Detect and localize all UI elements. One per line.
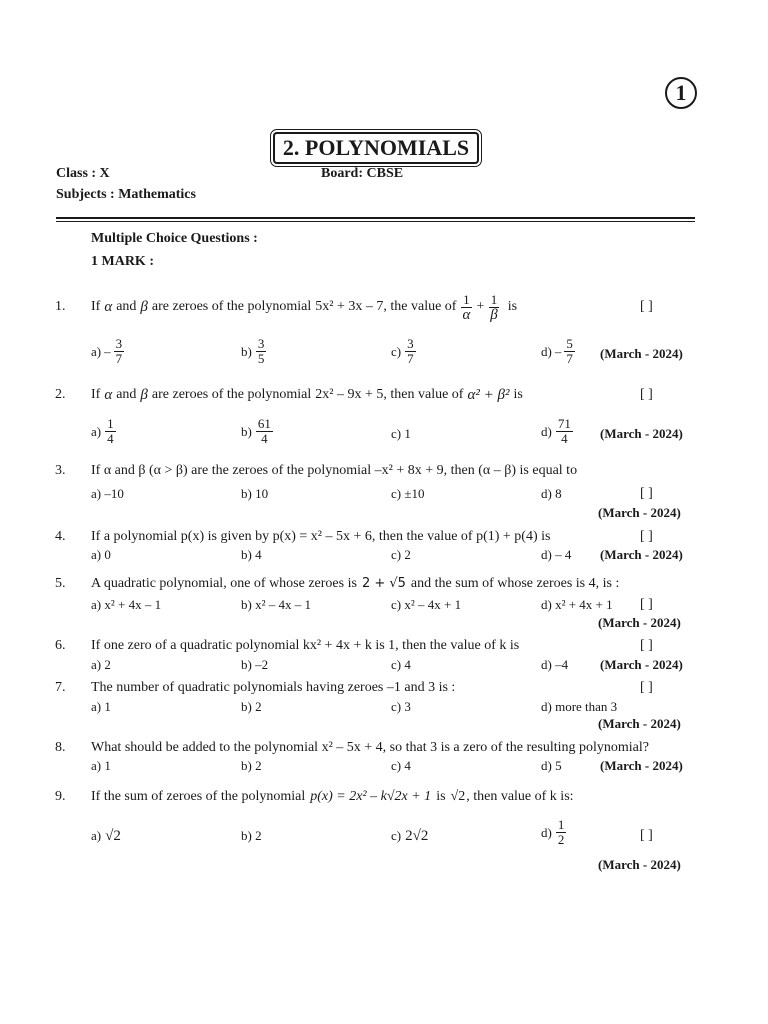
question-text: A quadratic polynomial, one of whose zeroes is 2 + √5 and the sum of whose zeroes is 4, is : (91, 576, 620, 591)
fraction: $\frac{1}{\beta}$ (490, 291, 498, 323)
option-b: b) 2 (241, 828, 262, 843)
divider-thin (56, 221, 695, 222)
source-tag: (March - 2024) (600, 758, 683, 773)
option-b: b) 2 (241, 758, 262, 773)
board-label: Board: CBSE (321, 166, 404, 181)
option-c: c) 2√2 (391, 828, 429, 844)
option-a: a) 2 (91, 657, 111, 672)
page-title: 2. POLYNOMIALS (273, 132, 479, 164)
question-number: 5. (55, 576, 66, 591)
question-text: If the sum of zeroes of the polynomial p(x) = 2x² – k√2x + 1 is √2 , then value of k is: (91, 789, 574, 804)
question-number: 1. (55, 299, 66, 314)
option-c: c) 4 (391, 758, 411, 773)
option-a: a) √2 (91, 828, 121, 844)
answer-bracket: [ ] (640, 828, 653, 843)
mark-heading: 1 MARK : (91, 254, 154, 269)
option-d: d) 5 (541, 758, 562, 773)
question-text: If one zero of a quadratic polynomial kx² + 4x + k is 1, then the value of k is (91, 638, 520, 653)
divider-thick (56, 217, 695, 219)
option-b: b) x² – 4x – 1 (241, 597, 311, 612)
question-number: 6. (55, 638, 66, 653)
question-number: 2. (55, 387, 66, 402)
source-tag: (March - 2024) (598, 615, 681, 630)
option-d: d) 8 (541, 486, 562, 501)
question-text: If a polynomial p(x) is given by p(x) = x² – 5x + 6, then the value of p(1) + p(4) is (91, 529, 551, 544)
option-b: b) $\frac{3}{5}$ (241, 336, 265, 366)
option-d: d) more than 3 (541, 699, 618, 714)
option-a: a) x² + 4x – 1 (91, 597, 162, 612)
question-number: 8. (55, 740, 66, 755)
page-number: 1 (665, 77, 697, 109)
option-a: a) 1 (91, 758, 111, 773)
option-b: b) –2 (241, 657, 269, 672)
source-tag: (March - 2024) (600, 657, 683, 672)
answer-bracket: [ ] (640, 638, 653, 653)
answer-bracket: [ ] (640, 387, 653, 402)
option-d: d) –4 (541, 657, 569, 672)
option-c: c) 4 (391, 657, 411, 672)
source-tag: (March - 2024) (598, 857, 681, 872)
source-tag: (March - 2024) (598, 505, 681, 520)
fraction: $\frac{1}{\alpha}$ (462, 291, 471, 323)
option-b: b) 10 (241, 486, 269, 501)
option-d: d) $\frac{71}{4}$ (541, 416, 571, 446)
option-c: c) 3 (391, 699, 411, 714)
answer-bracket: [ ] (640, 680, 653, 695)
option-c: c) $\frac{3}{7}$ (391, 336, 414, 366)
question-text: What should be added to the polynomial x² – 5x + 4, so that 3 is a zero of the resulting polynomial? (91, 740, 649, 755)
class-label: Class : X (56, 166, 110, 181)
option-a: a) – $\frac{3}{7}$ (91, 336, 123, 366)
source-tag: (March - 2024) (600, 346, 683, 361)
question-text: If α and β (α > β) are the zeroes of the polynomial –x² + 8x + 9, then (α – β) is equal to (91, 463, 578, 478)
option-b: b) 2 (241, 699, 262, 714)
subject-label: Subjects : Mathematics (56, 187, 196, 202)
option-d: d) $\frac{1}{2}$ (541, 817, 565, 847)
option-d: d) x² + 4x + 1 (541, 597, 613, 612)
option-b: b) 4 (241, 547, 262, 562)
section-heading: Multiple Choice Questions : (91, 231, 258, 246)
source-tag: (March - 2024) (600, 547, 683, 562)
question-text: The number of quadratic polynomials having zeroes –1 and 3 is : (91, 680, 456, 695)
answer-bracket: [ ] (640, 299, 653, 314)
option-c: c) x² – 4x + 1 (391, 597, 462, 612)
option-c: c) 2 (391, 547, 411, 562)
answer-bracket: [ ] (640, 597, 653, 612)
option-d: d) – 4 (541, 547, 572, 562)
question-number: 3. (55, 463, 66, 478)
option-a: a) 0 (91, 547, 111, 562)
question-number: 7. (55, 680, 66, 695)
question-text: If α and β are zeroes of the polynomial 5x² + 3x – 7 , the value of $\frac{1}{\alpha}$ + $\frac{1}{\beta}$ is (91, 291, 518, 323)
option-a: a) –10 (91, 486, 124, 501)
answer-bracket: [ ] (640, 529, 653, 544)
answer-bracket: [ ] (640, 486, 653, 501)
option-c: c) ±10 (391, 486, 425, 501)
question-number: 9. (55, 789, 66, 804)
option-a: a) 1 (91, 699, 111, 714)
question-number: 4. (55, 529, 66, 544)
option-b: b) $\frac{61}{4}$ (241, 416, 271, 446)
option-d: d) – $\frac{5}{7}$ (541, 336, 573, 366)
source-tag: (March - 2024) (598, 716, 681, 731)
option-a: a) $\frac{1}{4}$ (91, 416, 114, 446)
question-text: If α and β are zeroes of the polynomial 2x² – 9x + 5 , then value of α² + β² is (91, 387, 523, 403)
option-c: c) 1 (391, 426, 411, 441)
source-tag: (March - 2024) (600, 426, 683, 441)
